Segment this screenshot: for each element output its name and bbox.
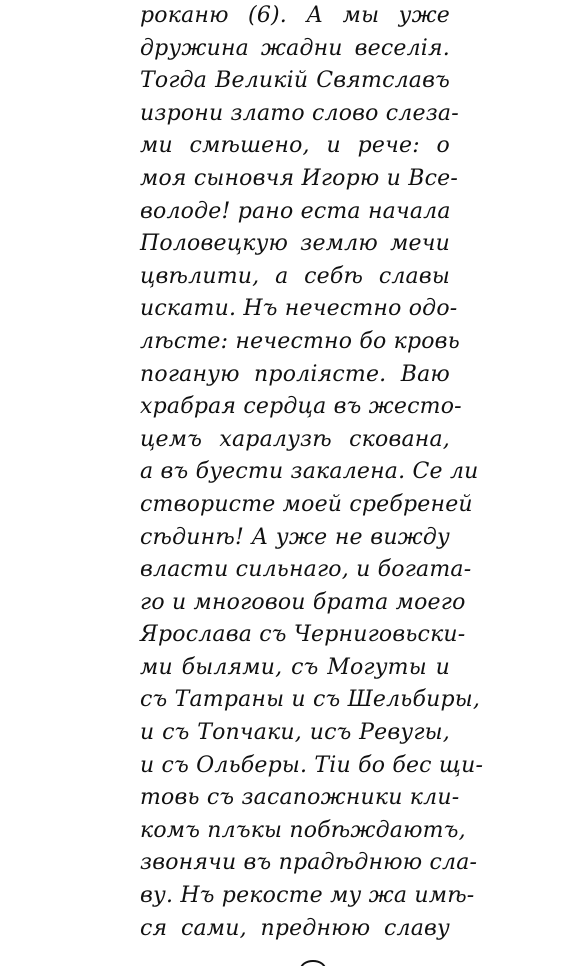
text-line: го и многовои брата моего bbox=[140, 589, 466, 615]
text-line: створисте моей сребреней bbox=[140, 491, 473, 517]
text-line: цемъ харалузѣ скована, bbox=[140, 426, 450, 452]
text-line: моя сыновчя Игорю и Все- bbox=[140, 165, 458, 191]
text-line: комъ плъкы побѣждаютъ, bbox=[140, 817, 466, 843]
text-line: ву. Нъ рекосте му жа имѣ- bbox=[140, 883, 475, 909]
text-line: звонячи въ прадѣднюю сла- bbox=[140, 850, 478, 876]
text-line: и съ Ольберы. Тіи бо бес щи- bbox=[140, 752, 484, 778]
text-line: ми смѣшено, и рече: о bbox=[140, 133, 450, 159]
text-line: володе! рано еста начала bbox=[140, 198, 451, 224]
text-line: лѣсте: нечестно бо кровь bbox=[140, 328, 460, 354]
text-line: съ Татраны и съ Шельбиры, bbox=[140, 687, 481, 713]
text-line: ми былями, съ Могуты и bbox=[140, 654, 450, 680]
text-line: цвѣлити, а себѣ славы bbox=[140, 263, 450, 289]
text-line: и съ Топчаки, исъ Ревугы, bbox=[140, 720, 450, 746]
text-line: ся сами, преднюю славу bbox=[140, 915, 450, 941]
text-line: изрони злато слово слеза- bbox=[140, 100, 459, 126]
text-line: Тогда Великій Святславъ bbox=[140, 68, 450, 94]
text-line: власти сильнаго, и богата- bbox=[140, 557, 472, 583]
text-line: дружина жадни веселія. bbox=[140, 35, 450, 61]
text-line: храбрая сердца въ жесто- bbox=[140, 394, 462, 420]
text-line: сѣдинѣ! А уже не вижду bbox=[140, 524, 450, 550]
text-line: Ярослава съ Черниговьски- bbox=[140, 622, 466, 648]
text-line: поганую проліясте. Ваю bbox=[140, 361, 450, 387]
text-line: товь съ засапожники кли- bbox=[140, 785, 460, 811]
cut-off-glyph bbox=[300, 958, 328, 966]
text-column bbox=[140, 0, 484, 945]
text-line: а въ буести закалена. Се ли bbox=[140, 459, 479, 485]
text-line: Половецкую землю мечи bbox=[140, 231, 450, 257]
text-line: роканю (6). А мы уже bbox=[140, 3, 450, 28]
text-line: искати. Нъ нечестно одо- bbox=[140, 296, 458, 322]
